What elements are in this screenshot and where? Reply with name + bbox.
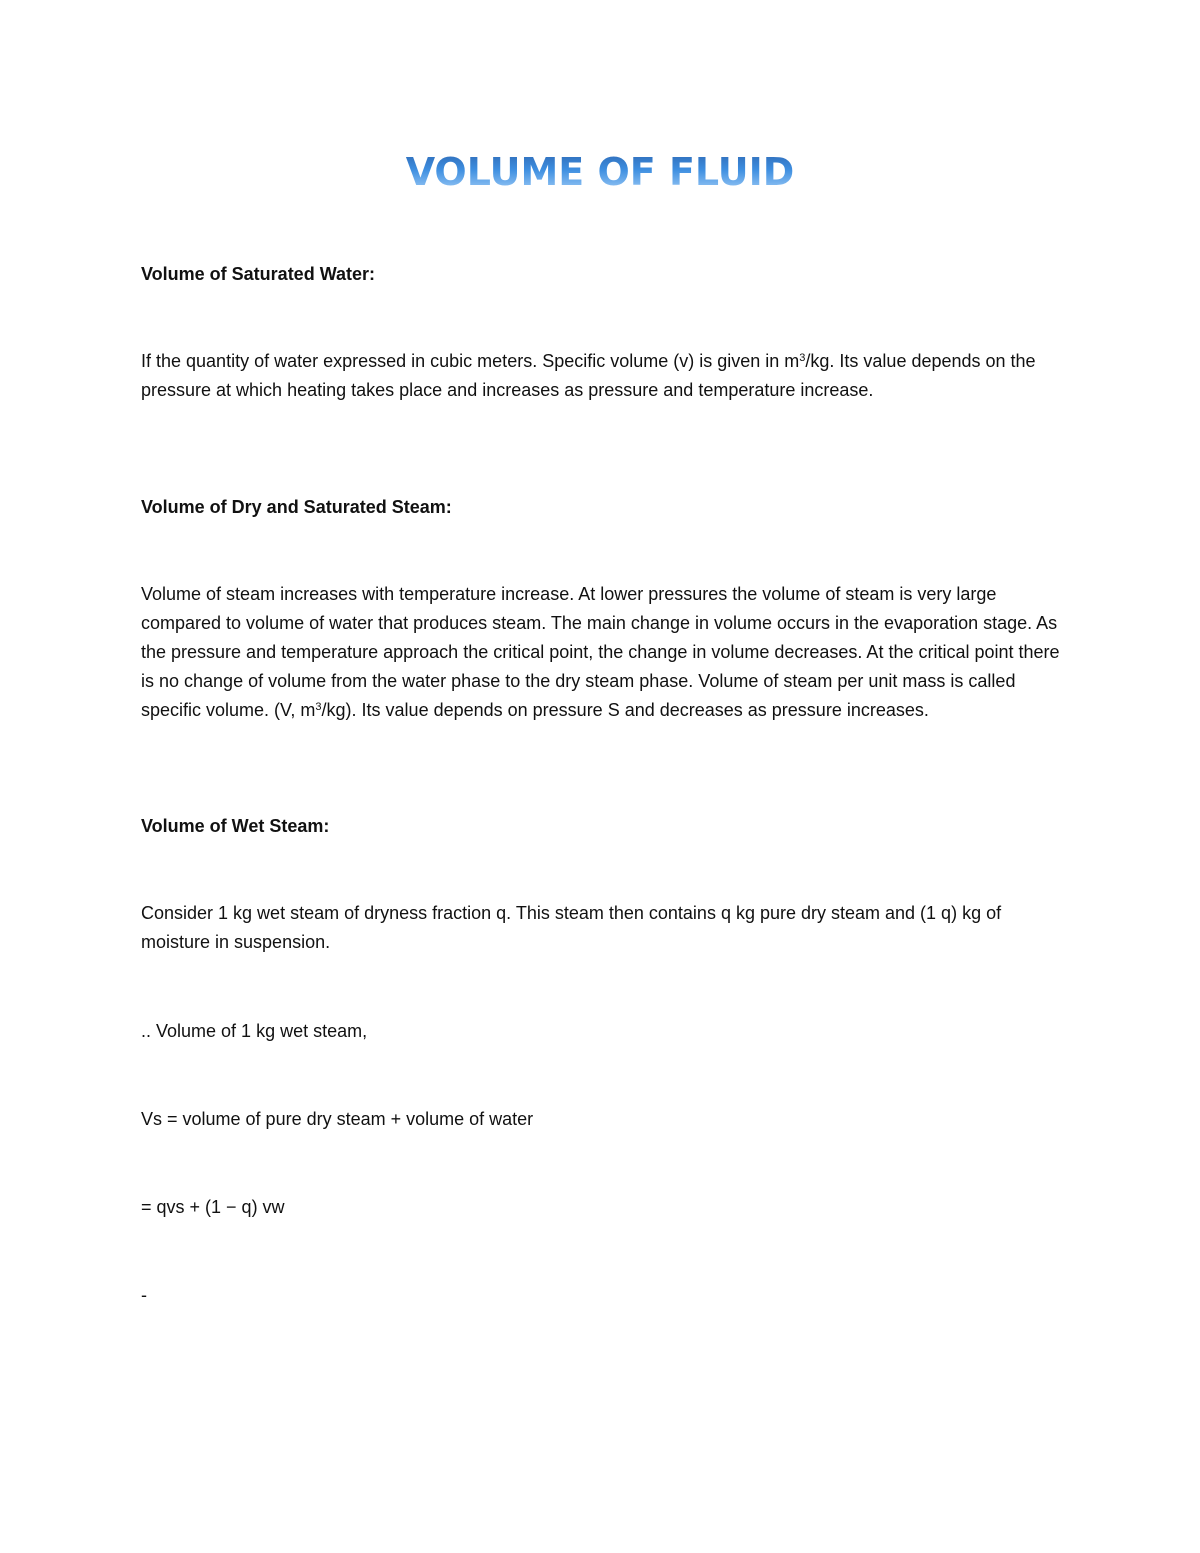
section-body-wet-steam: Consider 1 kg wet steam of dryness fraction q. This steam then contains q kg pure dry steam and (1 q) kg of moisture in suspension. bbox=[141, 903, 1002, 952]
body-text: Volume of steam increases with temperature increase. At lower pressures the volume of steam is very large compared to volume of water that produces steam. The main change in volume occurs in the evaporation stage. As the pressure and temperature approach the critical point, the change in volume decreases. At the critical point there is no change of volume from the water phase to the dry steam phase. Volume of steam per unit mass is called specific volume. (V, m bbox=[141, 584, 1060, 720]
section-body-saturated-water bbox=[141, 347, 1071, 405]
section-body-dry-steam bbox=[141, 580, 1071, 725]
dash-line: - bbox=[141, 1285, 147, 1305]
document-title: VOLUME OF FLUID bbox=[0, 146, 1200, 198]
section-heading-dry-steam: Volume of Dry and Saturated Steam: bbox=[141, 497, 452, 517]
volume-line: .. Volume of 1 kg wet steam, bbox=[141, 1021, 368, 1041]
section-heading-saturated-water: Volume of Saturated Water: bbox=[141, 264, 376, 284]
body-text: /kg). Its value depends on pressure S and decreases as pressure increases. bbox=[321, 700, 929, 720]
equation-line: = qvs + (1 − q) vw bbox=[141, 1197, 285, 1217]
body-text: If the quantity of water expressed in cubic meters. Specific volume (v) is given in m bbox=[141, 351, 800, 371]
body-text: /kg. Its value depends on the pressure at which heating takes place and increases as pressure and temperature increase. bbox=[141, 351, 1036, 400]
superscript: 3 bbox=[799, 352, 806, 364]
equation-line: Vs = volume of pure dry steam + volume of water bbox=[141, 1109, 534, 1129]
section-heading-wet-steam: Volume of Wet Steam: bbox=[141, 816, 330, 836]
superscript: 3 bbox=[315, 701, 322, 713]
